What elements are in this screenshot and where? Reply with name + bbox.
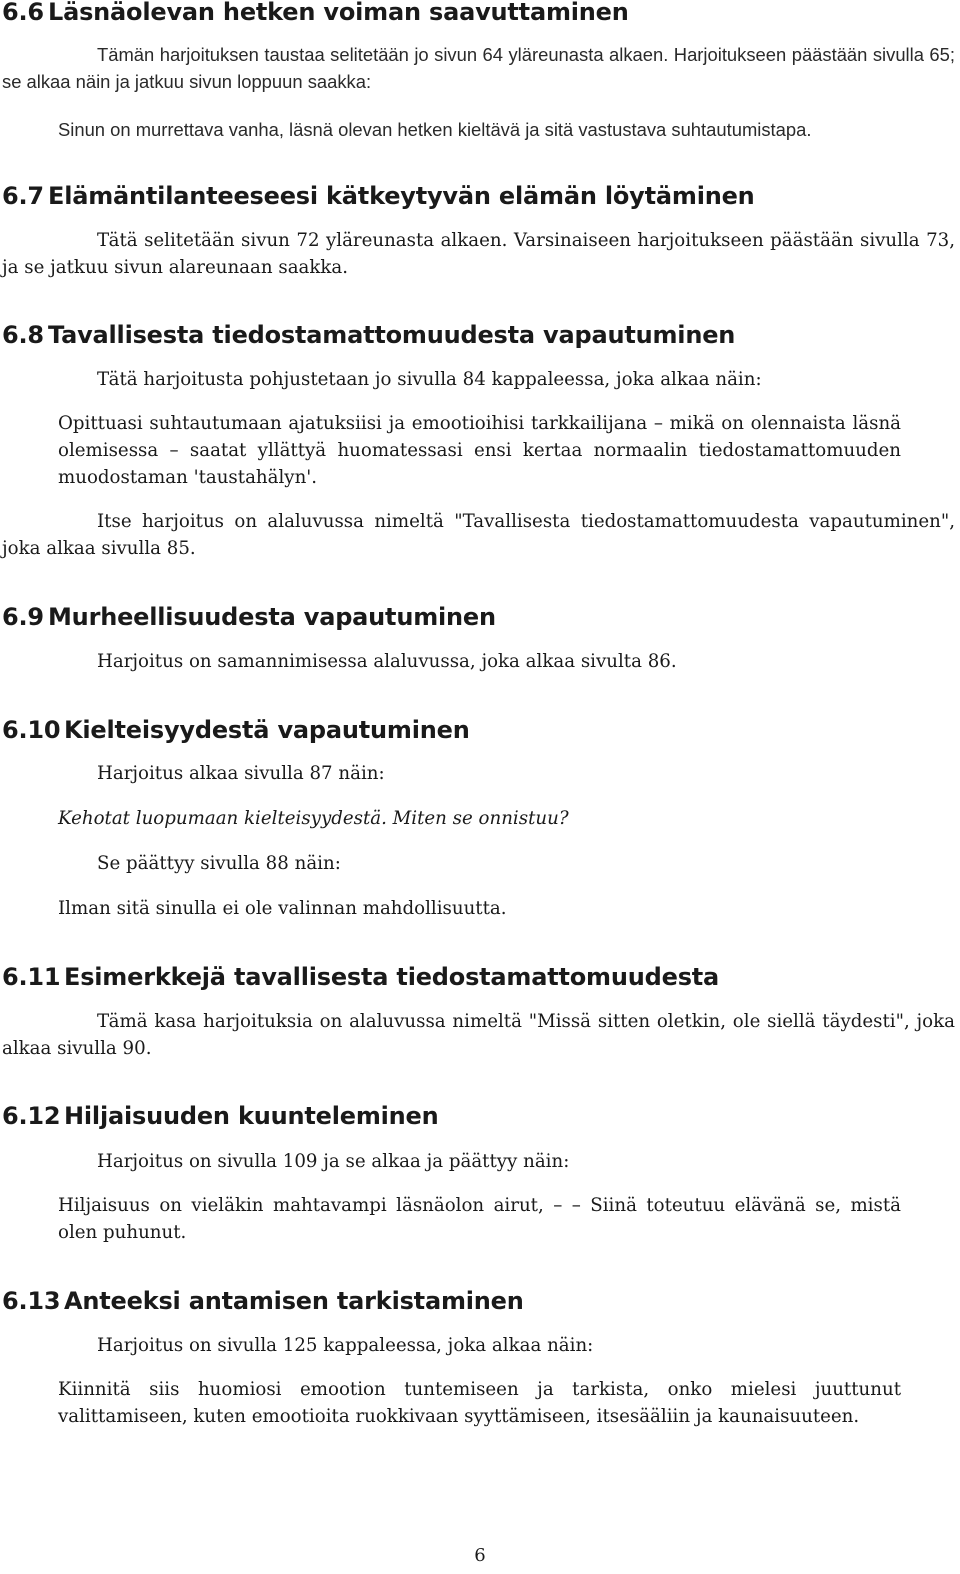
paragraph: Harjoitus on samannimisessa alaluvussa, joka alkaa sivulta 86. <box>97 651 677 672</box>
section-number: 6.7 <box>2 182 44 210</box>
section-title: Tavallisesta tiedostamattomuudesta vapautuminen <box>48 321 736 349</box>
section-heading-6-10 <box>2 715 470 745</box>
section-number: 6.6 <box>2 0 44 26</box>
section-heading-6-11 <box>2 962 719 992</box>
section-number: 6.13 <box>2 1287 61 1315</box>
section-title: Elämäntilanteeseesi kätkeytyvän elämän löytäminen <box>48 182 755 210</box>
paragraph: Tämän harjoituksen taustaa selitetään jo sivun 64 yläreunasta alkaen. Harjoitukseen päästään sivulla 65; se alkaa näin ja jatkuu sivun loppuun saakka: <box>2 44 955 92</box>
section-heading-6-12 <box>2 1101 439 1131</box>
quote: Ilman sitä sinulla ei ole valinnan mahdollisuutta. <box>58 898 507 919</box>
paragraph: Se päättyy sivulla 88 näin: <box>97 853 341 874</box>
section-title: Läsnäolevan hetken voiman saavuttaminen <box>48 0 629 26</box>
section-number: 6.12 <box>2 1102 61 1130</box>
section-heading-6-7 <box>2 181 755 211</box>
section-heading-6-6 <box>2 0 629 27</box>
section-heading-6-13 <box>2 1286 524 1316</box>
quote: Hiljaisuus on vieläkin mahtavampi läsnäolon airut, – – Siinä toteutuu elävänä se, mistä olen puhunut. <box>58 1195 901 1243</box>
section-title: Esimerkkejä tavallisesta tiedostamattomuudesta <box>64 963 720 991</box>
section-title: Kielteisyydestä vapautuminen <box>64 716 470 744</box>
paragraph: Harjoitus on sivulla 109 ja se alkaa ja päättyy näin: <box>97 1151 570 1172</box>
quote: Opittuasi suhtautumaan ajatuksiisi ja emootioihisi tarkkailijana – mikä on olennaista läsnä olemisessa – saatat yllättyä huomatessasi ensi kertaa normaalin tiedostamattomuuden muodostaman 'taustahälyn'. <box>58 413 901 488</box>
section-number: 6.9 <box>2 603 44 631</box>
section-title: Anteeksi antamisen tarkistaminen <box>64 1287 524 1315</box>
section-heading-6-9 <box>2 602 496 632</box>
section-number: 6.8 <box>2 321 44 349</box>
quote: Sinun on murrettava vanha, läsnä olevan hetken kieltävä ja sitä vastustava suhtautumistapa. <box>58 119 812 140</box>
paragraph: Itse harjoitus on alaluvussa nimeltä "Tavallisesta tiedostamattomuudesta vapautuminen", joka alkaa sivulla 85. <box>2 511 955 559</box>
paragraph: Harjoitus alkaa sivulla 87 näin: <box>97 763 385 784</box>
section-number: 6.11 <box>2 963 61 991</box>
paragraph: Harjoitus on sivulla 125 kappaleessa, joka alkaa näin: <box>97 1335 594 1356</box>
section-title: Hiljaisuuden kuunteleminen <box>64 1102 439 1130</box>
paragraph: Tätä selitetään sivun 72 yläreunasta alkaen. Varsinaiseen harjoitukseen päästään sivulla 73, ja se jatkuu sivun alareunaan saakka. <box>2 230 955 278</box>
section-number: 6.10 <box>2 716 61 744</box>
quote: Kiinnitä siis huomiosi emootion tuntemiseen ja tarkista, onko mielesi juuttunut valittamiseen, kuten emootioita ruokkivaan syyttämiseen, itsesääliin ja kaunaisuuteen. <box>58 1379 901 1427</box>
section-heading-6-8 <box>2 320 735 350</box>
paragraph: Tämä kasa harjoituksia on alaluvussa nimeltä "Missä sitten oletkin, ole siellä täydesti", joka alkaa sivulla 90. <box>2 1011 955 1059</box>
paragraph: Tätä harjoitusta pohjustetaan jo sivulla 84 kappaleessa, joka alkaa näin: <box>97 369 762 390</box>
section-title: Murheellisuudesta vapautuminen <box>48 603 496 631</box>
quote: Kehotat luopumaan kielteisyydestä. Miten se onnistuu? <box>58 808 569 829</box>
page-number: 6 <box>474 1545 486 1566</box>
